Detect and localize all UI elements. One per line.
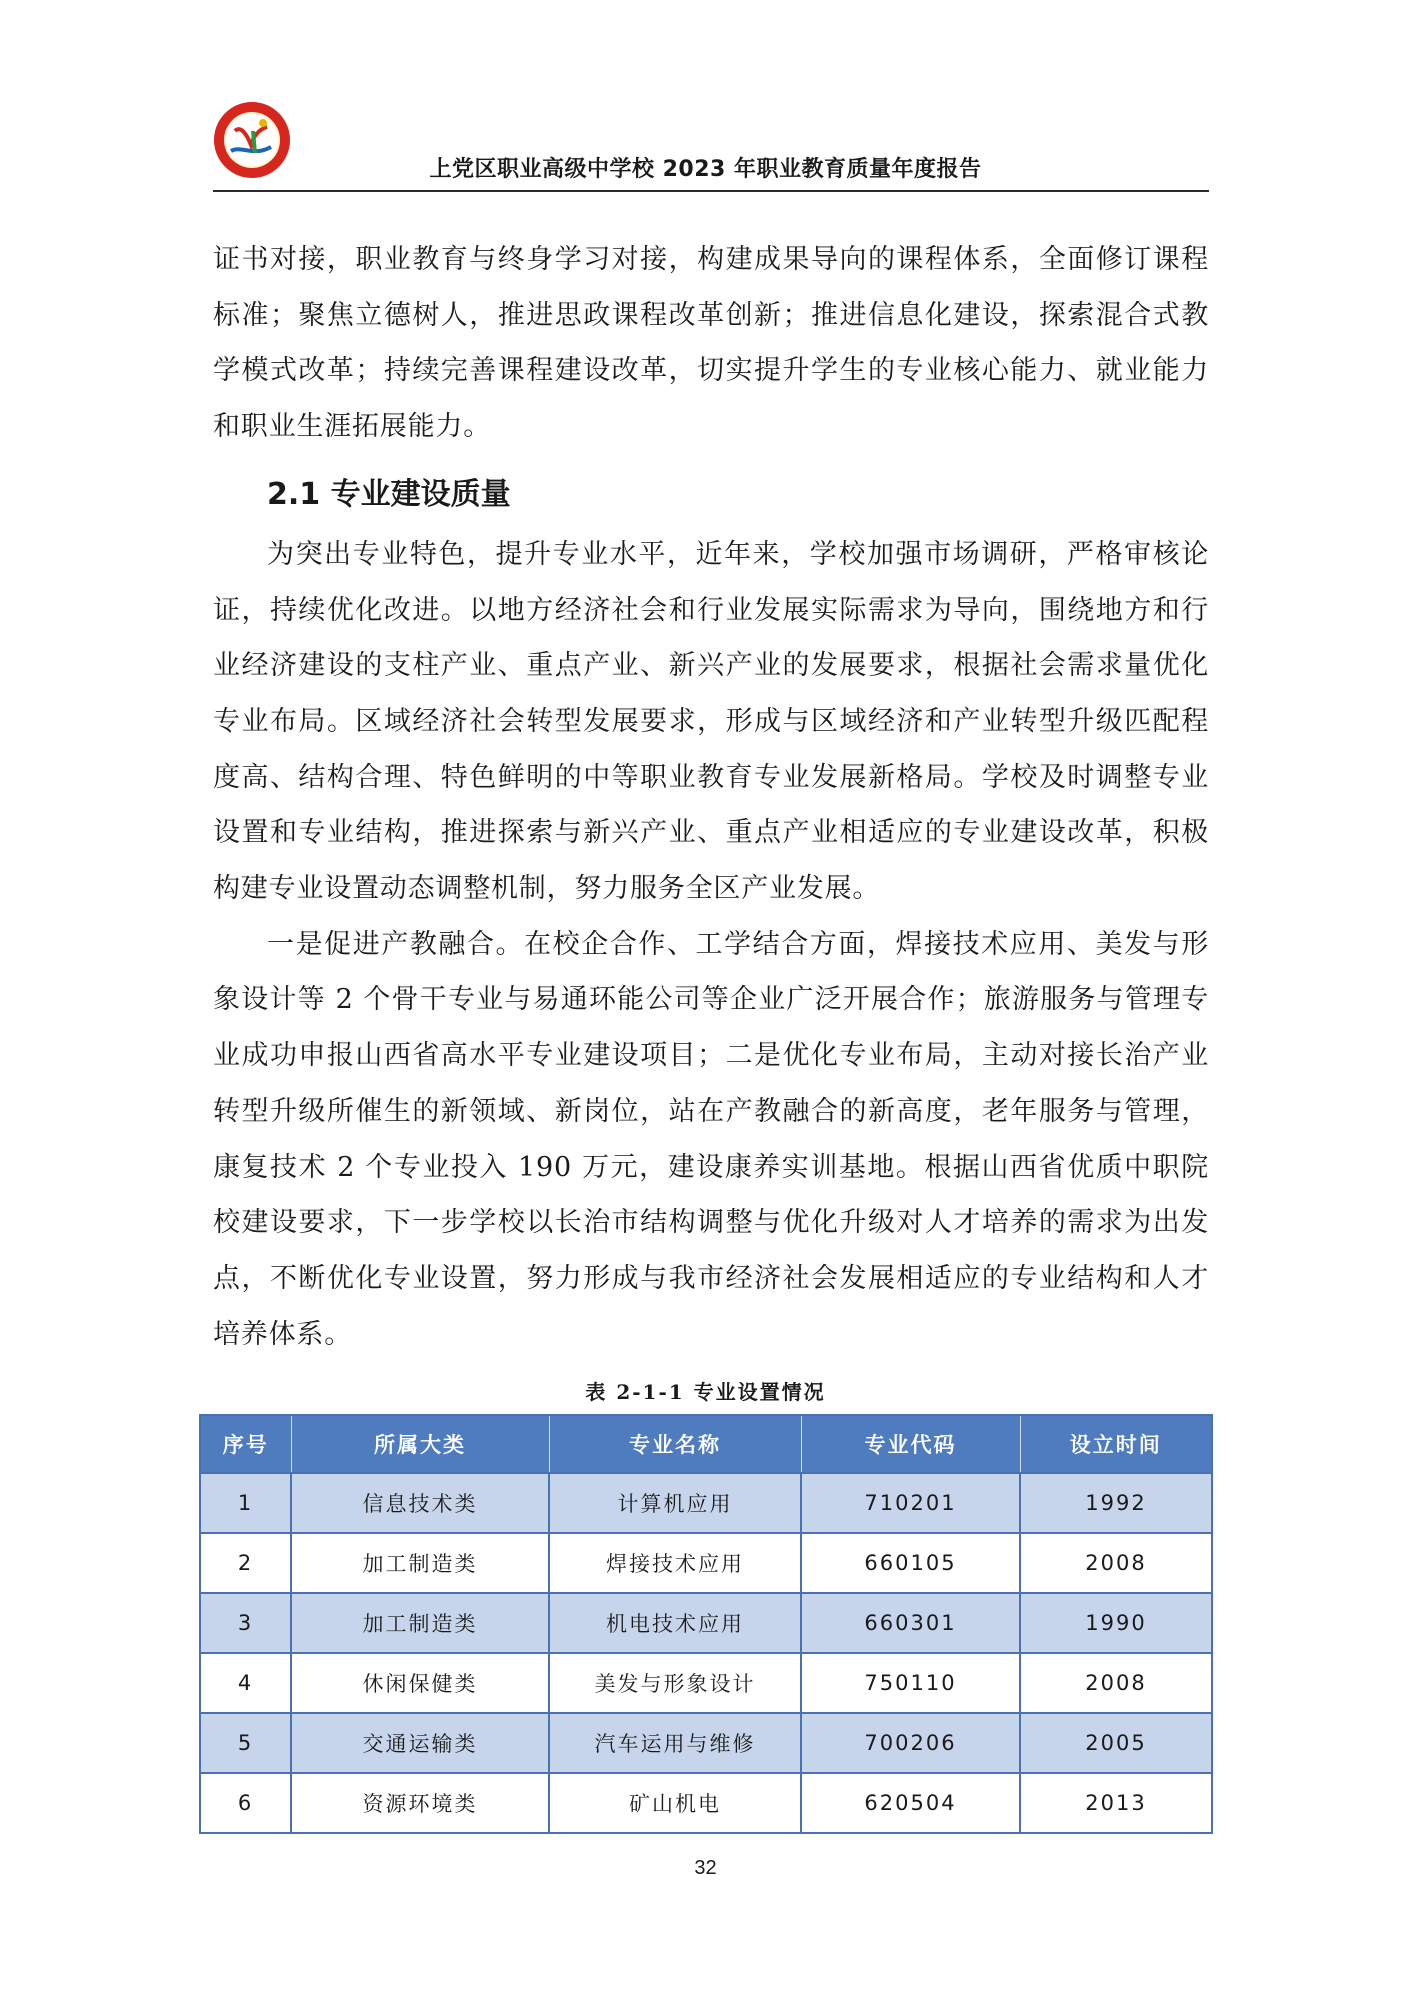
cell-specialty-name: 机电技术应用 <box>549 1593 801 1653</box>
cell-index: 4 <box>200 1653 291 1713</box>
cell-specialty-code: 660105 <box>801 1533 1020 1593</box>
table-row <box>200 1713 1212 1773</box>
paragraph-continued: 证书对接，职业教育与终身学习对接，构建成果导向的课程体系，全面修订课程标准；聚焦立德树人，推进思政课程改革创新；推进信息化建设，探索混合式教学模式改革；持续完善课程建设改革，切实提升学生的专业核心能力、就业能力和职业生涯拓展能力。 <box>213 244 1209 443</box>
cell-specialty-name: 美发与形象设计 <box>549 1653 801 1713</box>
paragraph-specialty-quality: 为突出专业特色，提升专业水平，近年来，学校加强市场调研，严格审核论证，持续优化改进。以地方经济社会和行业发展实际需求为导向，围绕地方和行业经济建设的支柱产业、重点产业、新兴产业的发展要求，根据社会需求量优化专业布局。区域经济社会转型发展要求，形成与区域经济和产业转型升级匹配程度高、结构合理、特色鲜明的中等职业教育专业发展新格局。学校及时调整专业设置和专业结构，推进探索与新兴产业、重点产业相适应的专业建设改革，积极构建专业设置动态调整机制，努力服务全区产业发展。 <box>213 538 1209 905</box>
table-row <box>200 1473 1212 1533</box>
cell-established-year: 1992 <box>1020 1473 1212 1533</box>
paragraph-industry-integration: 一是促进产教融合。在校企合作、工学结合方面，焊接技术应用、美发与形象设计等 2 个骨干专业与易通环能公司等企业广泛开展合作；旅游服务与管理专业成功申报山西省高水平专业建设项目；二是优化专业布局，主动对接长治产业转型升级所催生的新领域、新岗位，站在产教融合的新高度，老年服务与管理，康复技术 2 个专业投入 190 万元，建设康养实训基地。根据山西省优质中职院校建设要求，下一步学校以长治市结构调整与优化升级对人才培养的需求为出发点，不断优化专业设置，努力形成与我市经济社会发展相适应的专业结构和人才培养体系。 <box>213 928 1209 1350</box>
table-row <box>200 1593 1212 1653</box>
cell-index: 6 <box>200 1773 291 1833</box>
cell-specialty-name: 矿山机电 <box>549 1773 801 1833</box>
header-specialty-code: 专业代码 <box>801 1415 1020 1473</box>
table-row <box>200 1533 1212 1593</box>
cell-established-year: 1990 <box>1020 1593 1212 1653</box>
cell-established-year: 2013 <box>1020 1773 1212 1833</box>
page-number: 32 <box>694 1857 717 1879</box>
cell-index: 5 <box>200 1713 291 1773</box>
header-category: 所属大类 <box>291 1415 549 1473</box>
cell-category: 信息技术类 <box>291 1473 549 1533</box>
cell-index: 1 <box>200 1473 291 1533</box>
cell-index: 2 <box>200 1533 291 1593</box>
cell-established-year: 2008 <box>1020 1533 1212 1593</box>
header-index: 序号 <box>200 1415 291 1473</box>
section-heading: 2.1 专业建设质量 <box>267 476 511 512</box>
cell-specialty-name: 汽车运用与维修 <box>549 1713 801 1773</box>
cell-specialty-name: 焊接技术应用 <box>549 1533 801 1593</box>
report-title: 上党区职业高级中学校 2023 年职业教育质量年度报告 <box>429 157 982 182</box>
cell-specialty-code: 700206 <box>801 1713 1020 1773</box>
header-established-year: 设立时间 <box>1020 1415 1212 1473</box>
table-row <box>200 1653 1212 1713</box>
table-header-row <box>200 1415 1212 1473</box>
cell-category: 休闲保健类 <box>291 1653 549 1713</box>
cell-specialty-code: 750110 <box>801 1653 1020 1713</box>
cell-established-year: 2008 <box>1020 1653 1212 1713</box>
cell-category: 资源环境类 <box>291 1773 549 1833</box>
cell-specialty-code: 660301 <box>801 1593 1020 1653</box>
specialty-table <box>199 1414 1213 1834</box>
cell-specialty-code: 710201 <box>801 1473 1020 1533</box>
table-caption: 表 2-1-1 专业设置情况 <box>585 1380 826 1404</box>
cell-category: 交通运输类 <box>291 1713 549 1773</box>
table-row <box>200 1773 1212 1833</box>
cell-index: 3 <box>200 1593 291 1653</box>
cell-category: 加工制造类 <box>291 1593 549 1653</box>
cell-specialty-name: 计算机应用 <box>549 1473 801 1533</box>
cell-established-year: 2005 <box>1020 1713 1212 1773</box>
header-specialty-name: 专业名称 <box>549 1415 801 1473</box>
main-content <box>213 232 1209 1362</box>
cell-category: 加工制造类 <box>291 1533 549 1593</box>
cell-specialty-code: 620504 <box>801 1773 1020 1833</box>
header-divider <box>213 190 1209 192</box>
